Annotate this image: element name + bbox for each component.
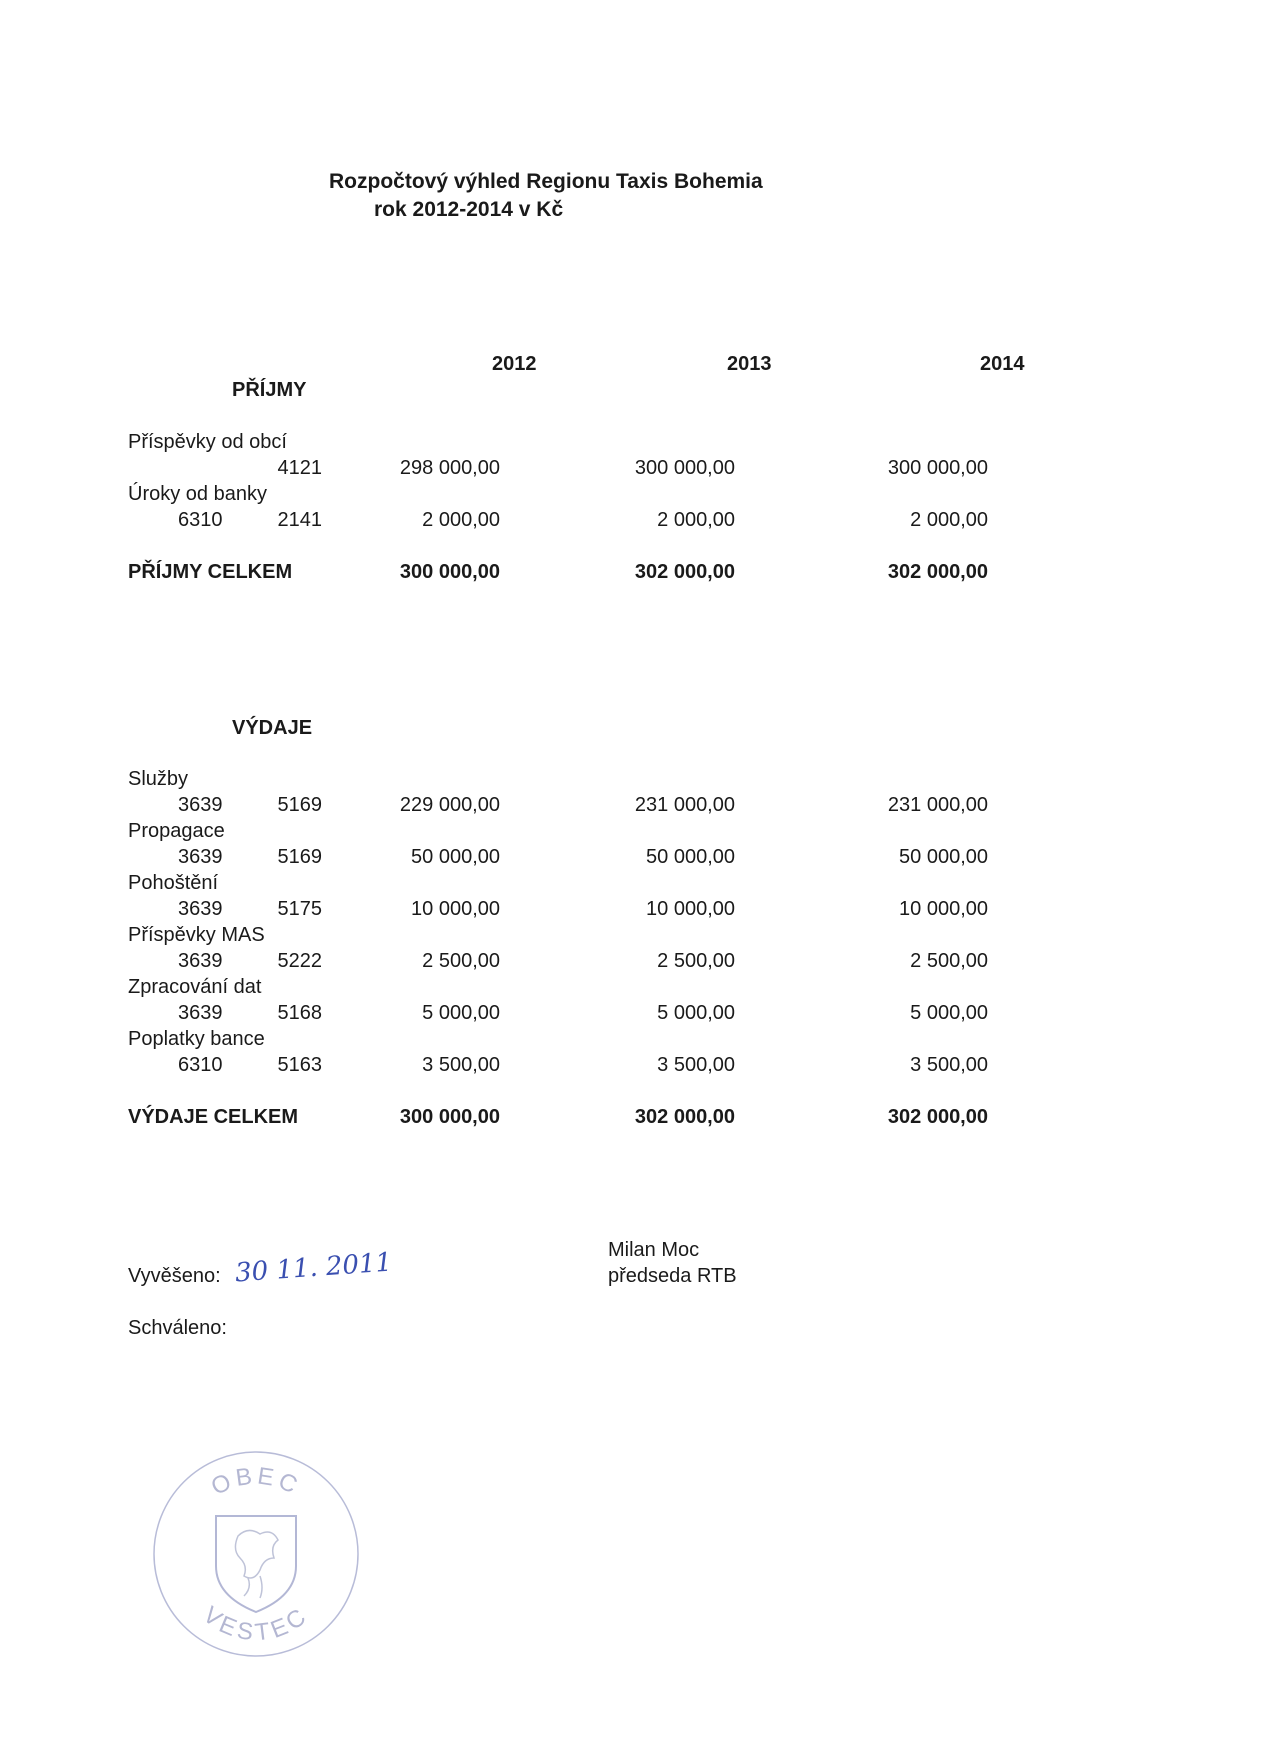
expense-value: 5 000,00 (422, 1002, 500, 1024)
approved-label: Schváleno: (128, 1317, 227, 1339)
expense-value: 3 500,00 (422, 1054, 500, 1076)
municipal-stamp (148, 1446, 364, 1662)
expense-item-code: 3639 (178, 950, 223, 972)
expense-item-label: Propagace (128, 820, 225, 842)
income-value: 298 000,00 (399, 457, 500, 479)
income-total-label: PŘÍJMY CELKEM (128, 561, 293, 583)
expense-value: 3 500,00 (657, 1054, 735, 1076)
expense-item-code: 5175 (277, 898, 322, 920)
expense-value: 5 000,00 (910, 1002, 988, 1024)
expense-value: 2 500,00 (657, 950, 735, 972)
income-total-value: 300 000,00 (399, 561, 500, 583)
expense-item-code: 3639 (178, 794, 223, 816)
expenses-total-value: 300 000,00 (399, 1106, 500, 1128)
expense-item-code: 5222 (277, 950, 322, 972)
expenses-heading: VÝDAJE (232, 717, 313, 739)
expenses-total-value: 302 000,00 (634, 1106, 735, 1128)
income-value: 2 000,00 (422, 509, 500, 531)
expense-item-code: 3639 (178, 898, 223, 920)
expense-value: 50 000,00 (411, 846, 500, 868)
income-value: 300 000,00 (634, 457, 735, 479)
income-total-value: 302 000,00 (634, 561, 735, 583)
expense-value: 231 000,00 (634, 794, 735, 816)
coat-of-arms-icon (216, 1516, 296, 1612)
expense-item-code: 3639 (178, 1002, 223, 1024)
expense-item-code: 3639 (178, 846, 223, 868)
expense-item-code: 5163 (277, 1054, 322, 1076)
income-item-label: Příspěvky od obcí (128, 431, 287, 453)
posted-label: Vyvěšeno: (128, 1265, 221, 1287)
expense-value: 5 000,00 (657, 1002, 735, 1024)
income-item-label: Úroky od banky (128, 483, 267, 505)
expense-value: 10 000,00 (899, 898, 988, 920)
stamp-bottom-text: VESTEC (197, 1601, 315, 1647)
expense-item-label: Příspěvky MAS (128, 924, 265, 946)
expense-value: 231 000,00 (887, 794, 988, 816)
expense-item-code: 5169 (277, 846, 322, 868)
expense-value: 10 000,00 (411, 898, 500, 920)
year-header-2012: 2012 (492, 353, 537, 375)
income-item-code: 4121 (277, 457, 322, 479)
expense-value: 229 000,00 (399, 794, 500, 816)
income-value: 2 000,00 (657, 509, 735, 531)
income-value: 2 000,00 (910, 509, 988, 531)
income-heading: PŘÍJMY (232, 379, 307, 401)
expense-value: 2 500,00 (422, 950, 500, 972)
document-subtitle: rok 2012-2014 v Kč (374, 198, 564, 221)
income-item-code: 6310 (178, 509, 223, 531)
expense-item-label: Služby (128, 768, 189, 790)
expense-value: 50 000,00 (646, 846, 735, 868)
posted-date-handwritten: 30 11. 2011 (234, 1247, 393, 1289)
expense-value: 50 000,00 (899, 846, 988, 868)
document-title: Rozpočtový výhled Regionu Taxis Bohemia (329, 170, 763, 193)
income-value: 300 000,00 (887, 457, 988, 479)
expense-item-code: 5168 (277, 1002, 322, 1024)
expense-item-label: Pohoštění (128, 872, 219, 894)
expenses-total-value: 302 000,00 (887, 1106, 988, 1128)
expense-value: 10 000,00 (646, 898, 735, 920)
expense-item-code: 6310 (178, 1054, 223, 1076)
expense-item-label: Zpracování dat (128, 976, 262, 998)
expense-value: 3 500,00 (910, 1054, 988, 1076)
stamp-top-text: OBEC (207, 1462, 306, 1501)
expense-item-label: Poplatky bance (128, 1028, 265, 1050)
year-header-2013: 2013 (727, 353, 772, 375)
signer-name: Milan Moc (608, 1239, 700, 1261)
expense-item-code: 5169 (277, 794, 322, 816)
income-item-code: 2141 (277, 509, 322, 531)
year-header-2014: 2014 (980, 353, 1025, 375)
income-total-value: 302 000,00 (887, 561, 988, 583)
expense-value: 2 500,00 (910, 950, 988, 972)
expenses-total-label: VÝDAJE CELKEM (128, 1106, 299, 1128)
signer-role: předseda RTB (608, 1265, 737, 1287)
